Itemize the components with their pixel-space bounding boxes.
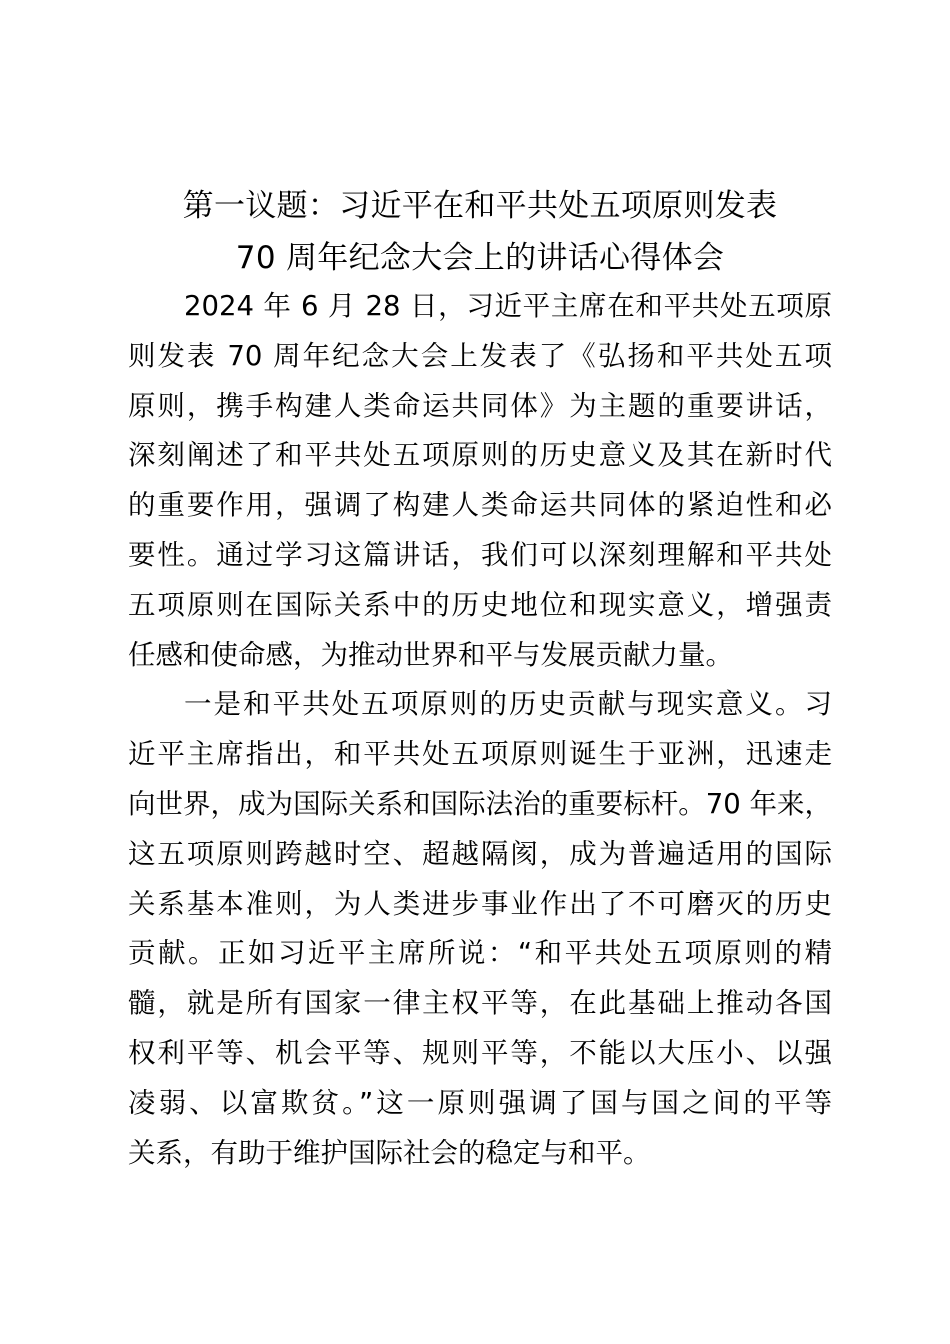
text-line: 关系基本准则，为人类进步事业作出了不可磨灭的历史 (128, 887, 832, 920)
text-line: 五项原则在国际关系中的历史地位和现实意义，增强责 (128, 588, 832, 621)
text-line: 一是和平共处五项原则的历史贡献与现实意义。习 (184, 688, 832, 721)
text-line: 则发表 70 周年纪念大会上发表了《弘扬和平共处五项 (128, 339, 832, 372)
text-line: 深刻阐述了和平共处五项原则的历史意义及其在新时代 (128, 439, 832, 472)
paragraph-intro (128, 282, 832, 680)
text-line: 凌弱、以富欺贫。”这一原则强调了国与国之间的平等 (128, 1086, 832, 1119)
text-line: 任感和使命感，为推动世界和平与发展贡献力量。 (128, 638, 733, 671)
text-line: 原则，携手构建人类命运共同体》为主题的重要讲话， (128, 389, 832, 422)
text-line: 髓，就是所有国家一律主权平等，在此基础上推动各国 (128, 987, 832, 1020)
text-line: 近平主席指出，和平共处五项原则诞生于亚洲，迅速走 (128, 738, 832, 771)
document-title (125, 180, 835, 284)
text-line: 向世界，成为国际关系和国际法治的重要标杆。70 年来， (128, 787, 832, 820)
text-line: 的重要作用，强调了构建人类命运共同体的紧迫性和必 (128, 489, 832, 522)
text-line: 关系，有助于维护国际社会的稳定与和平。 (128, 1136, 651, 1169)
document-body (128, 282, 832, 1178)
text-line: 权利平等、机会平等、规则平等，不能以大压小、以强 (128, 1036, 832, 1069)
text-line: 贡献。正如习近平主席所说：“和平共处五项原则的精 (128, 937, 832, 970)
paragraph-point-one (128, 680, 832, 1178)
title-line: 70 周年纪念大会上的讲话心得体会 (235, 240, 725, 276)
text-line: 2024 年 6 月 28 日，习近平主席在和平共处五项原 (184, 290, 832, 322)
text-line: 这五项原则跨越时空、超越隔阂，成为普遍适用的国际 (128, 837, 832, 870)
title-line: 第一议题：习近平在和平共处五项原则发表 (182, 188, 778, 224)
text-line: 要性。通过学习这篇讲话，我们可以深刻理解和平共处 (128, 538, 832, 571)
